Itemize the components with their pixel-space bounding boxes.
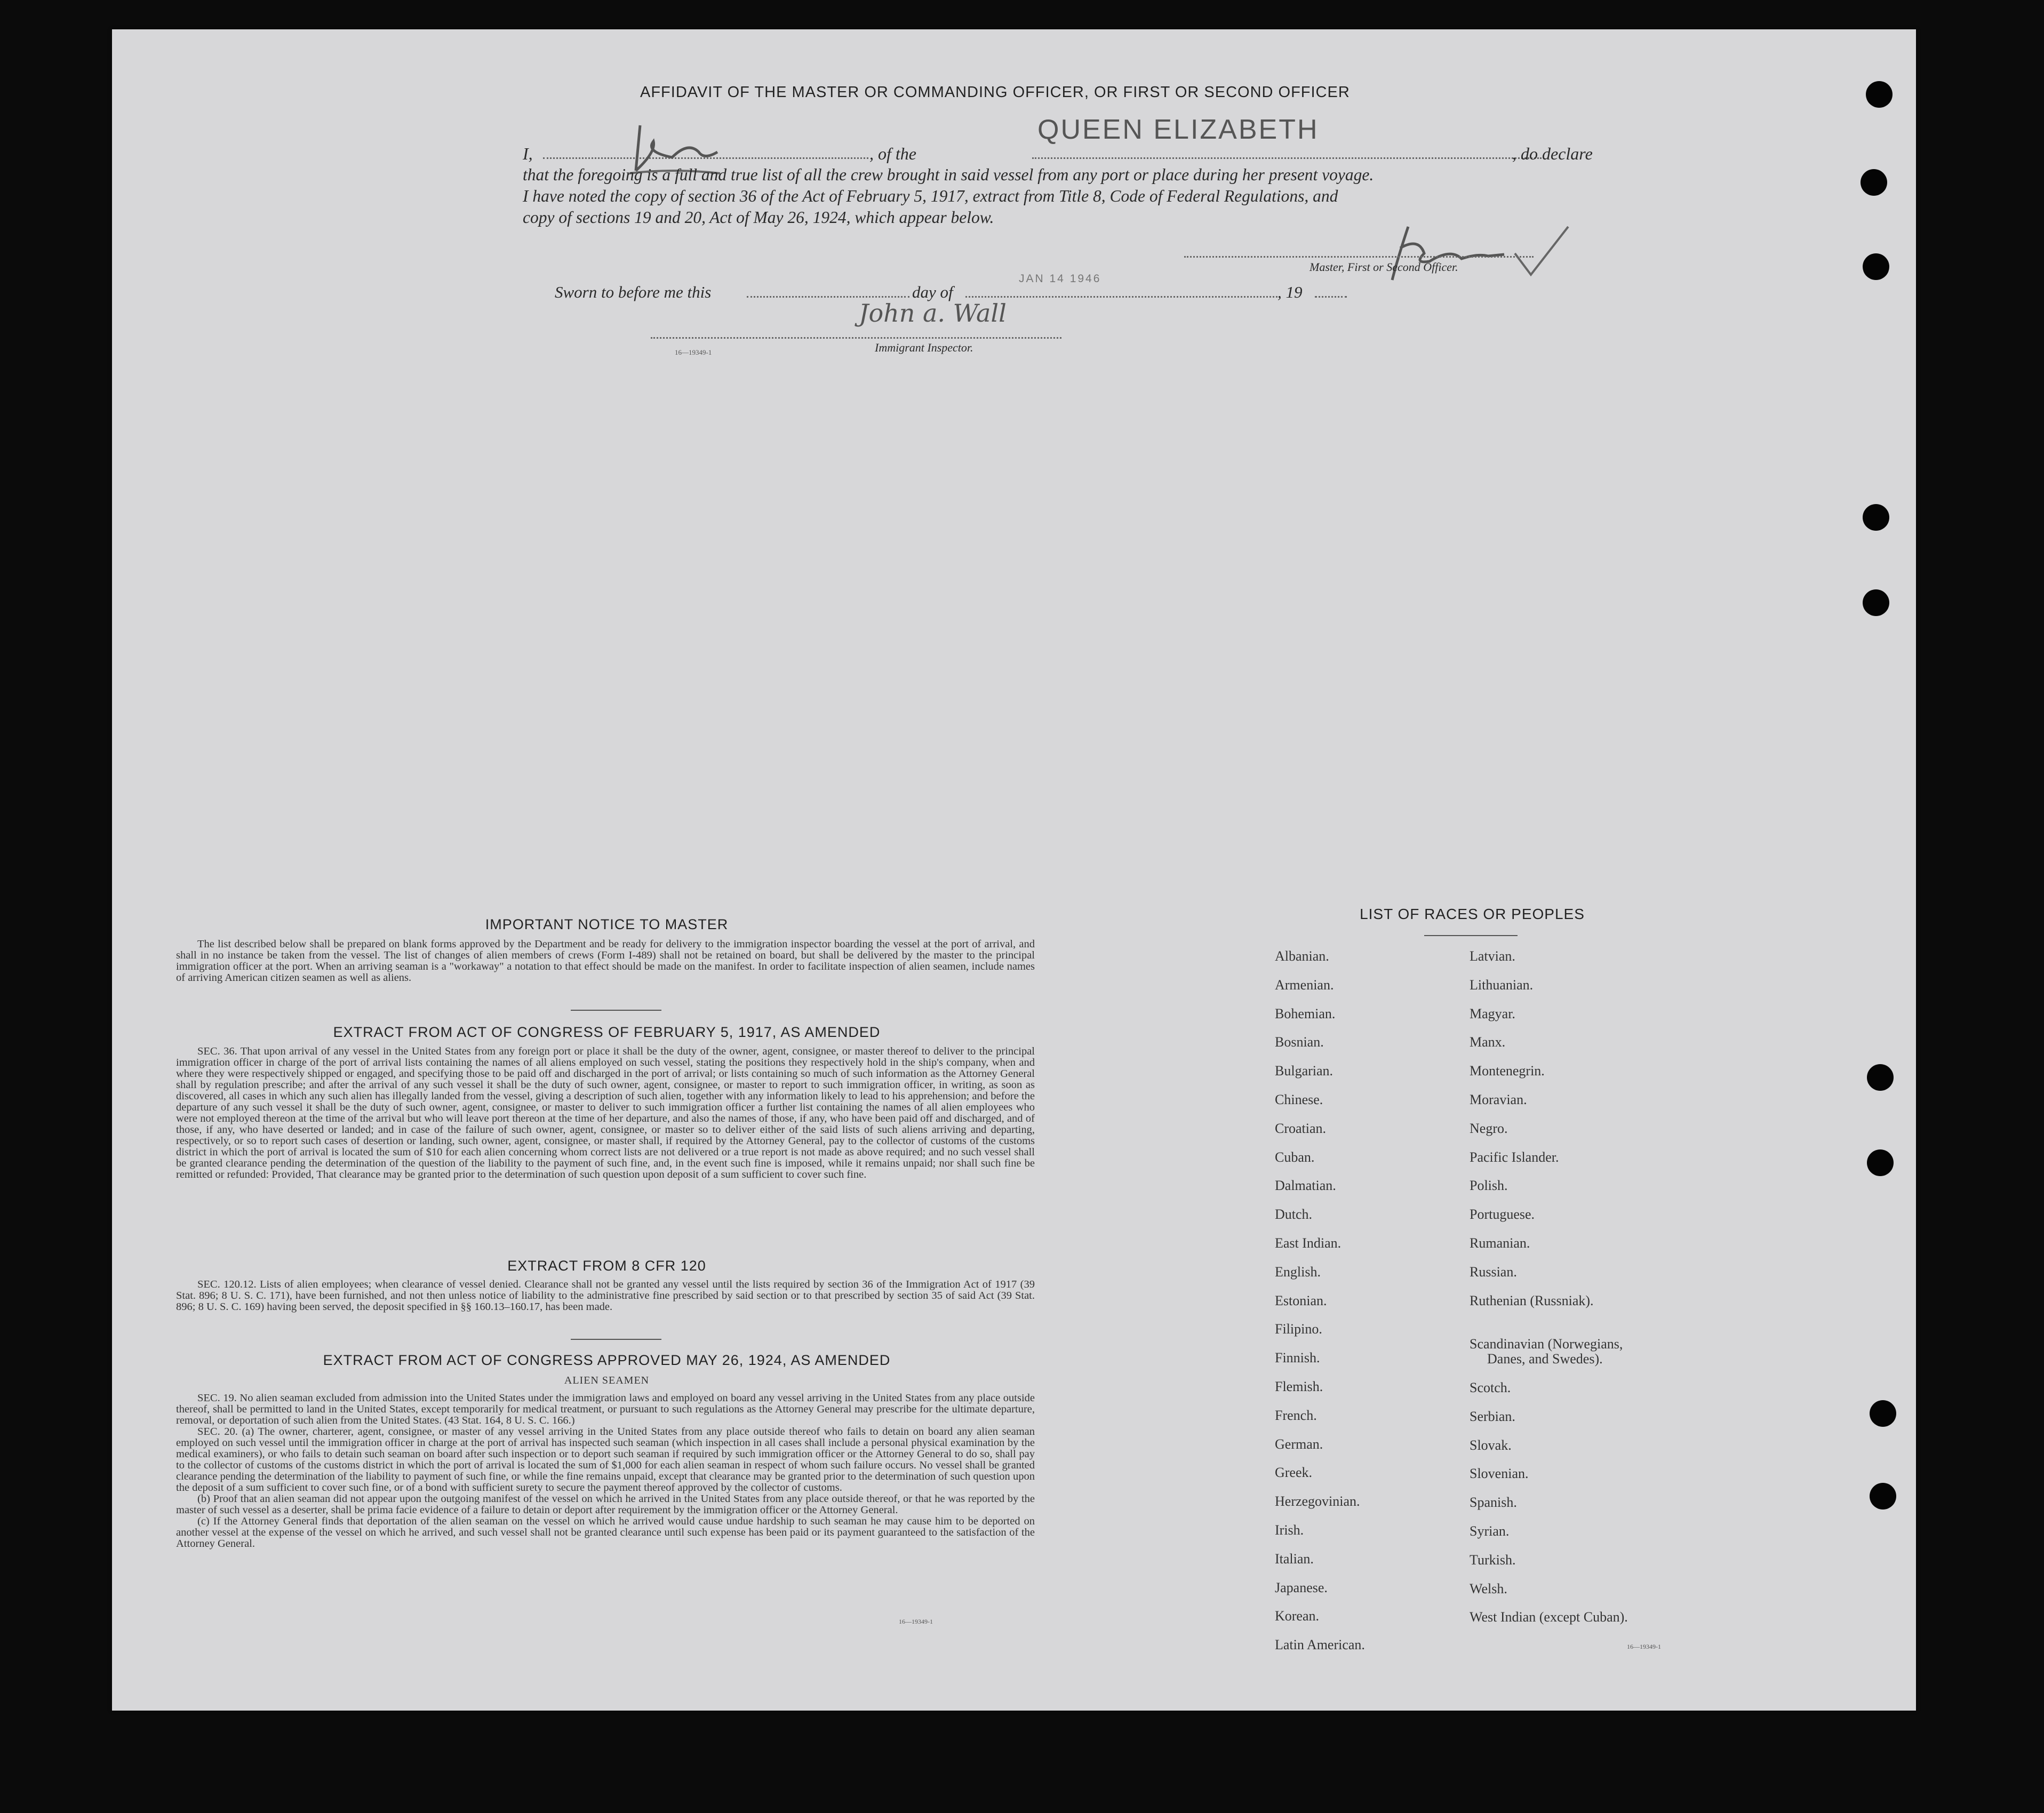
binder-hole <box>1866 81 1893 108</box>
affidavit-title: AFFIDAVIT OF THE MASTER OR COMMANDING OFFICER, OR FIRST OR SECOND OFFICER <box>640 84 1350 101</box>
extract-cfr-body: SEC. 120.12. Lists of alien employees; when clearance of vessel denied. Clearance shall not be granted any vessel until the lists required by section 36 of the Immigration Act of 1917 (39 Stat. 896; 8 U. S. C. 171), have been furnished, and not then unless notice of liability to the administrative fine prescribed by said section or to that prescribed by section 35 of said Act (39 Stat. 896; 8 U. S. C. 169) having been served, the deposit specified in §§ 160.13–160.17, has been made. <box>176 1279 1035 1313</box>
race-item: Latvian. <box>1470 948 1515 964</box>
race-item: Bosnian. <box>1275 1034 1324 1050</box>
inspector-caption: Immigrant Inspector. <box>875 341 973 354</box>
race-item: German. <box>1275 1436 1323 1452</box>
race-item: Spanish. <box>1470 1495 1517 1511</box>
binder-hole <box>1861 169 1887 196</box>
master-caption: Master, First or Second Officer. <box>1310 260 1458 274</box>
sworn-year-field <box>1315 296 1347 298</box>
sworn-label: Sworn to before me this <box>555 283 712 301</box>
extract-1924-subtitle: ALIEN SEAMEN <box>564 1375 650 1386</box>
master-signature <box>1302 216 1579 287</box>
race-item: Irish. <box>1275 1522 1304 1538</box>
race-item: Ruthenian (Russniak). <box>1470 1292 1594 1308</box>
year-prefix: , 19 <box>1278 283 1303 301</box>
race-item: Polish. <box>1470 1178 1508 1194</box>
binder-hole <box>1863 504 1889 531</box>
inspector-signature: John a. Wall <box>859 299 1007 328</box>
binder-hole <box>1867 1064 1894 1091</box>
extract-1917-title: EXTRACT FROM ACT OF CONGRESS OF FEBRUARY 5, 1917, AS AMENDED <box>333 1024 881 1040</box>
vessel-name-stamp: QUEEN ELIZABETH <box>1037 114 1319 145</box>
race-item: Moravian. <box>1470 1092 1527 1107</box>
sworn-day-field <box>747 296 909 298</box>
vessel-name-field <box>1032 157 1542 159</box>
divider <box>1424 935 1518 936</box>
inspector-signature-field <box>651 337 1061 339</box>
extract-1924-body: SEC. 19. No alien seaman excluded from admission into the United States under the immigration laws and employed on board any vessel arriving in the United States from any place outside thereof, shall be permitted to land in the United States, except temporarily for medical treatment, or pursuant to such regulations as the Attorney General may prescribe for the ultimate departure, removal, or deportation of such alien from the United States. (43 Stat. 164, 8 U. S. C. 166.) SEC. 20. (a) The owner, charterer, agent, consignee, or master of any vessel arriving in the United States from any place outside thereof who fails to detain on board any alien seaman employed on such vessel until the immigration officer in charge at the port of arrival has inspected such seaman (which inspection in all cases shall include a personal physical examination by the medical examiners), or who fails to detain such seaman on board after such inspection or to deport such seaman if required by such immigration officer or the Attorney General to do so, shall pay to the collector of customs of the customs district in which the port of arrival is located the sum of $1,000 for each alien seaman in respect of whom such failure occurs. No vessel shall be granted clearance pending the determination of the liability to payment of such fine, or while the fine remains unpaid, except that clearance may be granted prior to the determination of such question upon the deposit of a sum sufficient to cover such fine, or of a bond with sufficient surety to secure the payment thereof approved by the collector of customs. (b) Proof that an alien seaman did not appear upon the outgoing manifest of the vessel on which he arrived in the United States from any place outside thereof, or that he was reported by the master of such vessel as a deserter, shall be prima facie evidence of a failure to detain or deport after requirement by the immigration officer or the Attorney General. (c) If the Attorney General finds that deportation of the alien seaman on the vessel on which he arrived would cause undue hardship to such seaman he may cause him to be deported on another vessel at the expense of the vessel on which he arrived, and such vessel shall not be granted clearance until such expense has been paid or its payment guaranteed to the satisfaction of the Attorney General. <box>176 1392 1035 1550</box>
race-item: Filipino. <box>1275 1321 1322 1337</box>
race-item: Serbian. <box>1470 1408 1515 1424</box>
notice-title: IMPORTANT NOTICE TO MASTER <box>485 916 729 932</box>
do-declare-label: , do declare <box>1512 144 1593 163</box>
affidavit-line-4: copy of sections 19 and 20, Act of May 26, 1924, which appear below. <box>523 208 994 227</box>
race-item: Finnish. <box>1275 1350 1320 1366</box>
race-item: Korean. <box>1275 1608 1320 1624</box>
race-item: Pacific Islander. <box>1470 1149 1559 1165</box>
race-item: Slovenian. <box>1470 1466 1529 1482</box>
race-item: Montenegrin. <box>1470 1063 1545 1079</box>
race-item: Danes, and Swedes). <box>1487 1351 1603 1367</box>
extract-1924-title: EXTRACT FROM ACT OF CONGRESS APPROVED MAY 26, 1924, AS AMENDED <box>323 1352 891 1368</box>
races-title: LIST OF RACES OR PEOPLES <box>1360 906 1585 922</box>
form-number: 16—19349-1 <box>675 348 712 356</box>
form-number-right: 16—19349-1 <box>1627 1643 1661 1650</box>
race-item: Albanian. <box>1275 948 1329 964</box>
race-item: Greek. <box>1275 1465 1313 1481</box>
race-item: Rumanian. <box>1470 1235 1530 1251</box>
sworn-month-field <box>965 296 1278 298</box>
divider <box>571 1010 661 1011</box>
race-item: Negro. <box>1470 1120 1508 1136</box>
race-item: Bulgarian. <box>1275 1063 1334 1079</box>
of-the-label: , of the <box>869 144 916 163</box>
race-item: French. <box>1275 1407 1317 1423</box>
race-item: Russian. <box>1470 1264 1517 1280</box>
race-item: Bohemian. <box>1275 1005 1336 1021</box>
race-item: Croatian. <box>1275 1120 1327 1136</box>
race-item: Magyar. <box>1470 1005 1515 1021</box>
race-item: English. <box>1275 1264 1321 1280</box>
race-item: Dalmatian. <box>1275 1178 1336 1194</box>
race-item: East Indian. <box>1275 1235 1342 1251</box>
race-item: Latin American. <box>1275 1637 1365 1653</box>
race-item: Japanese. <box>1275 1579 1328 1595</box>
race-item: Flemish. <box>1275 1379 1323 1394</box>
race-item: Armenian. <box>1275 977 1334 993</box>
manifest-page <box>112 29 1916 1711</box>
race-item: Manx. <box>1470 1034 1506 1050</box>
extract-cfr-title: EXTRACT FROM 8 CFR 120 <box>507 1258 706 1274</box>
form-number-left: 16—19349-1 <box>899 1618 933 1625</box>
day-of-label: day of <box>912 283 953 301</box>
race-item: Dutch. <box>1275 1207 1313 1223</box>
binder-hole <box>1870 1483 1896 1509</box>
race-item: Italian. <box>1275 1551 1314 1567</box>
affidavit-line-2: that the foregoing is a full and true list of all the crew brought in said vessel from any port or place during her present voyage. <box>523 165 1374 184</box>
race-item: West Indian (except Cuban). <box>1470 1609 1628 1625</box>
notice-body: The list described below shall be prepared on blank forms approved by the Department and be ready for delivery to the immigration inspector boarding the vessel at the port of arrival, and shall in no instance be taken from the vessel. The list of changes of alien members of crews (Form I-489) shall not be retained on board, but shall be delivered by the master to the principal immigration officer at the port. When an arriving seaman is a "workaway" a notation to that effect should be made on the manifest. In order to facilitate inspection of alien seamen, include names of arriving American citizen seamen as well as aliens. <box>176 938 1035 984</box>
divider <box>571 1339 661 1340</box>
race-item: Lithuanian. <box>1470 977 1534 993</box>
race-item: Portuguese. <box>1470 1207 1535 1223</box>
binder-hole <box>1863 253 1889 280</box>
race-item: Welsh. <box>1470 1580 1507 1596</box>
master-signature-field <box>1184 256 1534 258</box>
race-item: Estonian. <box>1275 1292 1327 1308</box>
extract-1917-body: SEC. 36. That upon arrival of any vessel in the United States from any foreign port or place it shall be the duty of the owner, agent, consignee, or master thereof to deliver to the principal immigration officer in charge of the port of arrival lists containing the names of all aliens employed on such vessel, stating the positions they respectively hold in the ship's company, when and where they were respectively shipped or engaged, and specifying those to be paid off and discharged in the port of arrival; or lists containing so much of such information as the Attorney General shall by regulation prescribe; and after the arrival of any such vessel it shall be the duty of such owner, agent, consignee, or master to report to such immigration officer, in writing, as soon as discovered, all cases in which any such alien has illegally landed from the vessel, giving a description of such alien, together with any information likely to lead to his apprehension; and before the departure of any such vessel it shall be the duty of such owner, agent, consignee, or master to deliver to such immigration officer a further list containing the names of all alien employees who were not employed thereon at the time of the arrival but who will leave port thereon at the time of her departure, and also the names of those, if any, who have been paid off and discharged, and of those, if any, who have deserted or landed; and in case of the failure of such owner, agent, consignee, or master so to deliver either of the said lists of such aliens arriving and departing, respectively, or so to report such cases of desertion or landing, such owner, agent, consignee, or master shall, if required by the Attorney General, pay to the collector of customs of the customs district in which the port of arrival is located the sum of $10 for each alien concerning whom correct lists are not delivered or a true report is not made as above required; and no such vessel shall be granted clearance pending the determination of the question of the liability to the payment of such fine, and, in the event such fine is imposed, while it remains unpaid; nor shall such fine be remitted or refunded: Provided, That clearance may be granted prior to the determination of such question upon deposit of a sum sufficient to cover such fine. <box>176 1045 1035 1180</box>
race-item: Slovak. <box>1470 1437 1512 1453</box>
date-stamp: JAN 14 1946 <box>1019 273 1101 285</box>
race-item: Scotch. <box>1470 1380 1511 1395</box>
race-item: Chinese. <box>1275 1092 1323 1107</box>
affidavit-i-label: I, <box>523 144 533 163</box>
race-item: Cuban. <box>1275 1149 1315 1165</box>
binder-hole <box>1867 1149 1894 1176</box>
race-item: Scandinavian (Norwegians, <box>1470 1336 1623 1352</box>
race-item: Syrian. <box>1470 1523 1510 1539</box>
affidavit-line-3: I have noted the copy of section 36 of the Act of February 5, 1917, extract from Title 8, Code of Federal Regulations, and <box>523 187 1338 205</box>
race-item: Herzegovinian. <box>1275 1493 1360 1509</box>
binder-hole <box>1863 589 1889 616</box>
race-item: Turkish. <box>1470 1552 1516 1568</box>
binder-hole <box>1870 1400 1896 1427</box>
